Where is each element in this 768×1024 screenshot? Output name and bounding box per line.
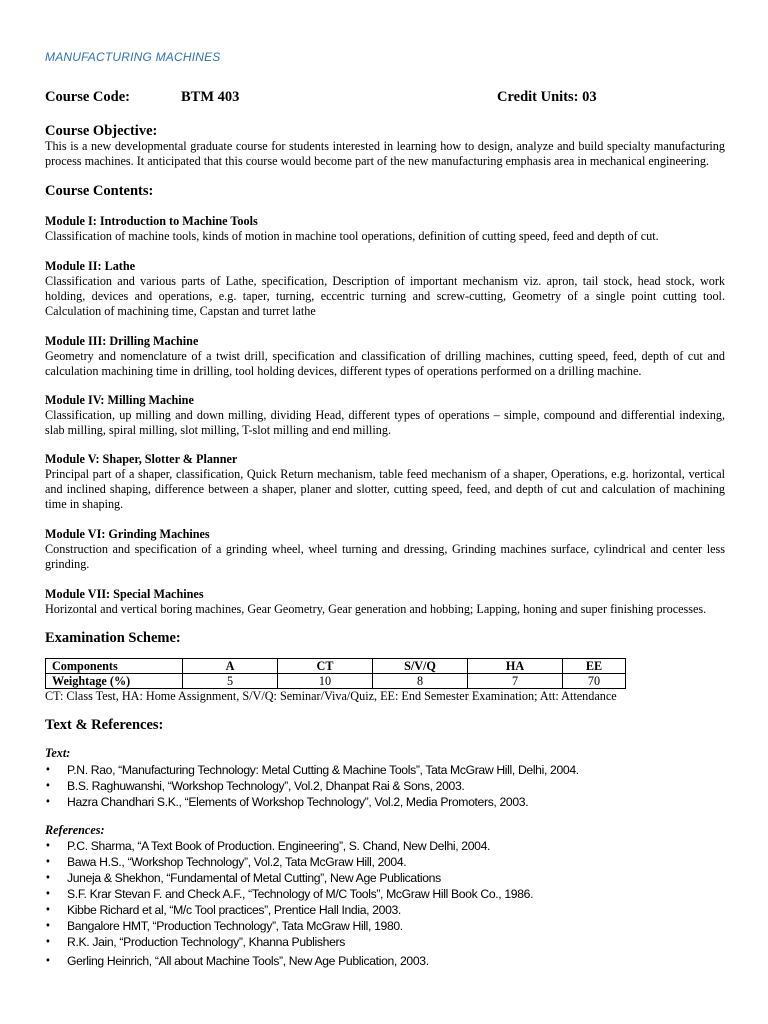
module-6 — [45, 527, 725, 572]
bullet-icon: • — [45, 871, 51, 884]
bullet-icon: • — [45, 779, 51, 792]
text-list — [45, 762, 735, 810]
module-4 — [45, 393, 725, 438]
objective-heading: Course Objective: — [45, 123, 158, 139]
module-title: Module V: Shaper, Slotter & Planner — [45, 452, 238, 466]
module-title: Module VII: Special Machines — [45, 587, 204, 601]
header-title: MANUFACTURING MACHINES — [45, 50, 221, 64]
list-item — [45, 762, 735, 778]
bullet-icon: • — [45, 839, 51, 852]
list-item — [45, 794, 735, 810]
list-item-text: R.K. Jain, “Production Technology”, Khanna Publishers — [67, 935, 345, 949]
bullet-icon: • — [45, 935, 51, 948]
table-header-cell: EE — [563, 659, 626, 674]
list-item — [45, 918, 735, 934]
module-description: Geometry and nomenclature of a twist drill, specification and classification of drilling machines, cutting speed, feed, depth of cut and calculation machining time in drilling, tool holding devices, different types of operations performed on a drilling machine. — [45, 349, 725, 378]
bullet-icon: • — [45, 855, 51, 868]
module-2 — [45, 259, 725, 319]
table-cell: Weightage (%) — [46, 674, 183, 689]
bullet-icon: • — [45, 919, 51, 932]
table-header-cell: A — [183, 659, 278, 674]
module-1 — [45, 214, 725, 244]
list-item — [45, 838, 735, 854]
module-description: Principal part of a shaper, classification, Quick Return mechanism, table feed mechanism of a shaper, Operations, e.g. horizontal, vertical and inclined shaping, difference between a shaper, planer and slotter, cutting speed, feed, and depth of cut and calculation of machining time in shaping. — [45, 467, 725, 511]
module-description: Classification, up milling and down milling, dividing Head, different types of operations – simple, compound and differential indexing, slab milling, spiral milling, slot milling, T-slot milling and end milling. — [45, 408, 725, 437]
table-cell: 5 — [183, 674, 278, 689]
bullet-icon: • — [45, 795, 51, 808]
module-description: Construction and specification of a grinding wheel, wheel turning and dressing, Grinding machines surface, cylindrical and center less grinding. — [45, 542, 725, 571]
list-item-text: Juneja & Shekhon, “Fundamental of Metal Cutting”, New Age Publications — [67, 871, 441, 885]
module-title: Module VI: Grinding Machines — [45, 527, 210, 541]
list-item — [45, 902, 735, 918]
table-cell: 7 — [468, 674, 563, 689]
table-header-cell: Components — [46, 659, 183, 674]
table-cell: 10 — [278, 674, 373, 689]
list-item — [45, 886, 735, 902]
bullet-icon: • — [45, 903, 51, 916]
bullet-icon: • — [45, 763, 51, 776]
exam-table — [45, 658, 626, 689]
list-item-text: S.F. Krar Stevan F. and Check A.F., “Technology of M/C Tools”, McGraw Hill Book Co., 1986. — [67, 887, 534, 901]
text-label: Text: — [45, 746, 71, 760]
references-label: References: — [45, 823, 105, 837]
module-title: Module IV: Milling Machine — [45, 393, 194, 407]
objective-text: This is a new developmental graduate course for students interested in learning how to design, analyze and build specialty manufacturing process machines. It anticipated that this course would become part of the new manufacturing emphasis area in mechanical engineering. — [45, 139, 725, 168]
table-cell: 8 — [373, 674, 468, 689]
list-item-text: Bawa H.S., “Workshop Technology”, Vol.2, Tata McGraw Hill, 2004. — [67, 855, 407, 869]
references-heading: Text & References: — [45, 717, 164, 733]
list-item — [45, 854, 735, 870]
module-title: Module III: Drilling Machine — [45, 334, 199, 348]
references-list — [45, 838, 735, 969]
exam-heading: Examination Scheme: — [45, 630, 181, 646]
list-item-text: P.C. Sharma, “A Text Book of Production. Engineering”, S. Chand, New Delhi, 2004. — [67, 839, 491, 853]
course-code-label: Course Code: — [45, 89, 130, 105]
list-item-text: P.N. Rao, “Manufacturing Technology: Metal Cutting & Machine Tools”, Tata McGraw Hill, Delhi, 2004. — [67, 763, 579, 777]
list-item — [45, 934, 735, 950]
module-description: Classification and various parts of Lathe, specification, Description of important mechanism viz. apron, tail stock, head stock, work holding, devices and operations, e.g. taper, turning, eccentric turning and screw-cutting, Geometry of a single point cutting tool. Calculation of machining time, Capstan and turret lathe — [45, 274, 725, 318]
exam-legend: CT: Class Test, HA: Home Assignment, S/V/Q: Seminar/Viva/Quiz, EE: End Semester Examination; Att: Attendance — [45, 689, 617, 703]
module-5 — [45, 452, 725, 512]
module-description: Horizontal and vertical boring machines, Gear Geometry, Gear generation and hobbing; Lapping, honing and super finishing processes. — [45, 602, 707, 616]
list-item-text: Bangalore HMT, “Production Technology”, Tata McGraw Hill, 1980. — [67, 919, 403, 933]
table-header-cell: CT — [278, 659, 373, 674]
bullet-icon: • — [45, 954, 51, 967]
table-row — [46, 674, 626, 689]
list-item — [45, 953, 735, 969]
course-code: BTM 403 — [181, 89, 240, 105]
table-header-row — [46, 659, 626, 674]
bullet-icon: • — [45, 887, 51, 900]
module-3 — [45, 334, 725, 379]
module-title: Module I: Introduction to Machine Tools — [45, 214, 258, 228]
list-item-text: Gerling Heinrich, “All about Machine Tools”, New Age Publication, 2003. — [67, 954, 429, 968]
credit-units: Credit Units: 03 — [497, 89, 597, 105]
list-item-text: Hazra Chandhari S.K., “Elements of Workshop Technology”, Vol.2, Media Promoters, 2003. — [67, 795, 529, 809]
contents-heading: Course Contents: — [45, 183, 154, 199]
list-item — [45, 778, 735, 794]
list-item-text: Kibbe Richard et al, “M/c Tool practices”, Prentice Hall India, 2003. — [67, 903, 401, 917]
list-item — [45, 870, 735, 886]
module-7 — [45, 587, 725, 617]
table-header-cell: HA — [468, 659, 563, 674]
module-description: Classification of machine tools, kinds of motion in machine tool operations, definition of cutting speed, feed and depth of cut. — [45, 229, 659, 243]
table-header-cell: S/V/Q — [373, 659, 468, 674]
list-item-text: B.S. Raghuwanshi, “Workshop Technology”, Vol.2, Dhanpat Rai & Sons, 2003. — [67, 779, 465, 793]
module-title: Module II: Lathe — [45, 259, 136, 273]
table-cell: 70 — [563, 674, 626, 689]
